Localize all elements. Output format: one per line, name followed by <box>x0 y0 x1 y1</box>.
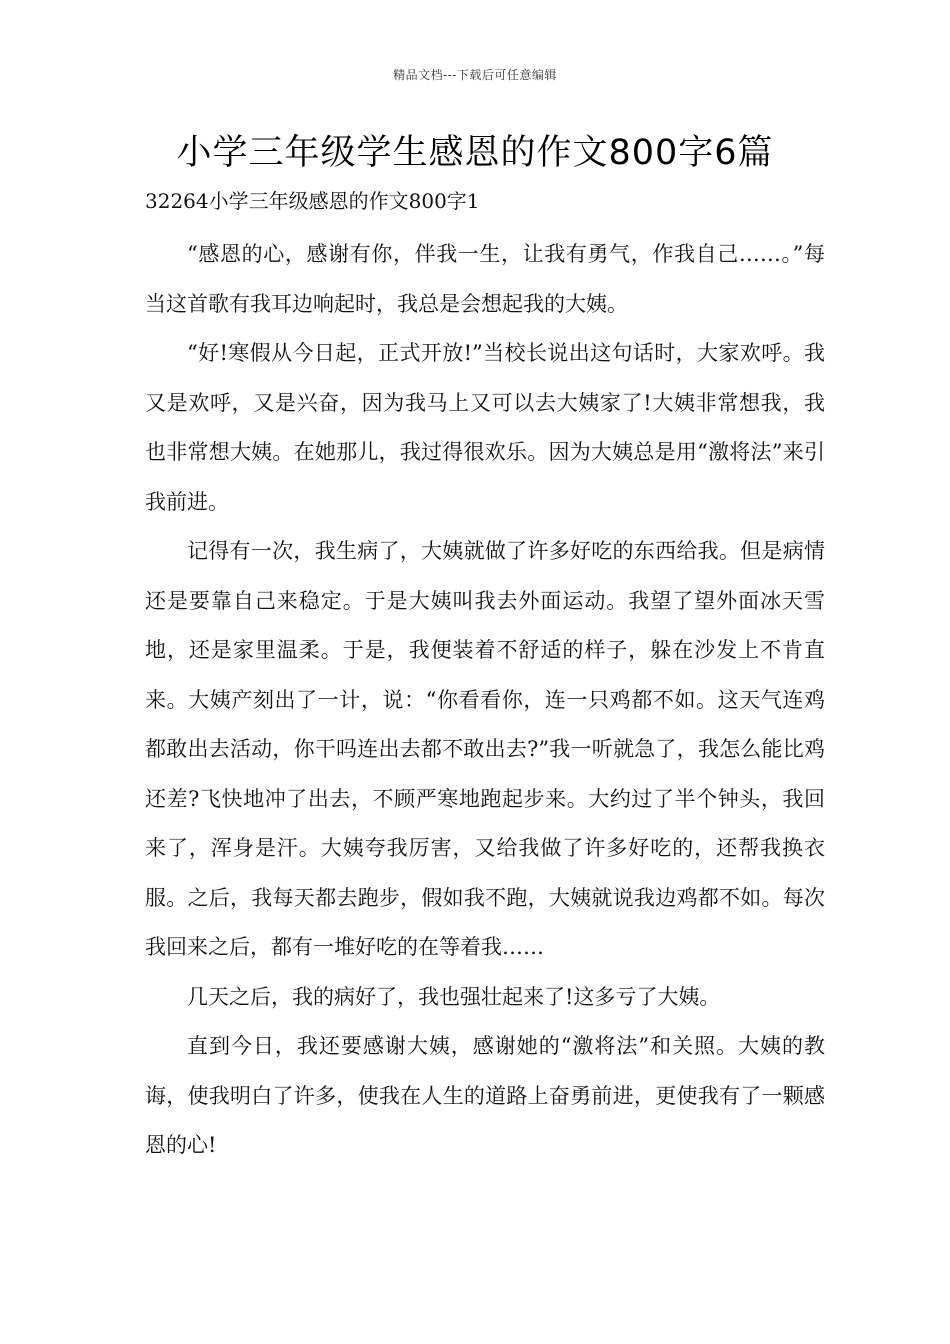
paragraph-5: 直到今日，我还要感谢大姨，感谢她的“激将法”和关照。大姨的教诲，使我明白了许多，使我在人生的道路上奋勇前进，更使我有了一颗感恩的心! <box>145 1034 825 1157</box>
document-body <box>145 230 825 1171</box>
page-header: 精品文档---下载后可任意编辑 <box>393 68 557 82</box>
document-title: 小学三年级学生感恩的作文800字6篇 <box>176 133 774 173</box>
document-subtitle: 32264小学三年级感恩的作文800字1 <box>145 189 480 213</box>
paragraph-2: “好!寒假从今日起，正式开放!”当校长说出这句话时，大家欢呼。我又是欢呼，又是兴奋，因为我马上又可以去大姨家了!大姨非常想我，我也非常想大姨。在她那儿，我过得很欢乐。因为大姨总是用“激将法”来引我前进。 <box>145 341 825 514</box>
paragraph-4: 几天之后，我的病好了，我也强壮起来了!这多亏了大姨。 <box>187 984 721 1009</box>
paragraph-1: “感恩的心，感谢有你，伴我一生，让我有勇气，作我自己……。”每当这首歌有我耳边响起时，我总是会想起我的大姨。 <box>145 242 825 316</box>
paragraph-3: 记得有一次，我生病了，大姨就做了许多好吃的东西给我。但是病情还是要靠自己来稳定。于是大姨叫我去外面运动。我望了望外面冰天雪地，还是家里温柔。于是，我便装着不舒适的样子，躲在沙发上不肯直来。大姨产刻出了一计，说：“你看看你，连一只鸡都不如。这天气连鸡都敢出去活动，你干吗连出去都不敢出去?”我一听就急了，我怎么能比鸡还差?飞快地冲了出去，不顾严寒地跑起步来。大约过了半个钟头，我回来了，浑身是汗。大姨夸我厉害，又给我做了许多好吃的，还帮我换衣服。之后，我每天都去跑步，假如我不跑，大姨就说我边鸡都不如。每次我回来之后，都有一堆好吃的在等着我…… <box>145 539 825 959</box>
